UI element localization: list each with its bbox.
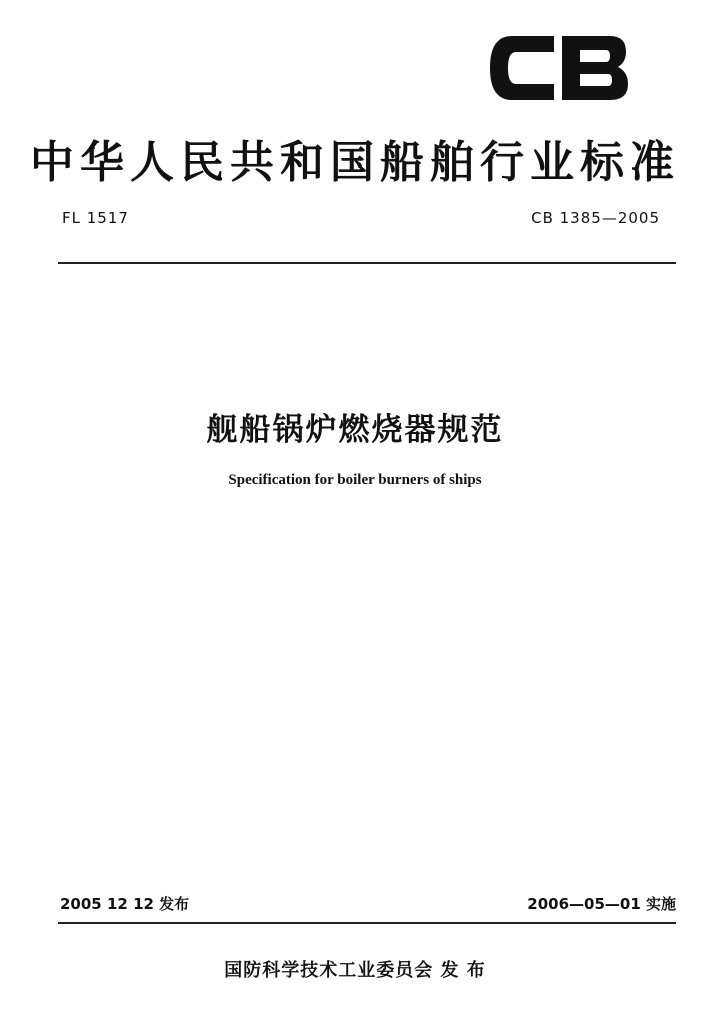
implementation-date: 2006—05—01 实施 <box>527 895 676 913</box>
top-divider <box>58 262 676 264</box>
classification-code: FL 1517 <box>62 209 129 227</box>
publisher: 国防科学技术工业委员会 发 布 <box>224 960 486 981</box>
document-title: 舰船锅炉燃烧器规范 <box>206 412 504 448</box>
cb-logo <box>482 28 632 108</box>
issue-date: 2005 12 12 发布 <box>60 895 190 913</box>
standard-title: 中华人民共和国船舶行业标准 <box>30 137 680 188</box>
document-subtitle: Specification for boiler burners of ships <box>228 472 482 488</box>
bottom-divider <box>58 922 676 924</box>
standard-number: CB 1385—2005 <box>531 209 660 227</box>
